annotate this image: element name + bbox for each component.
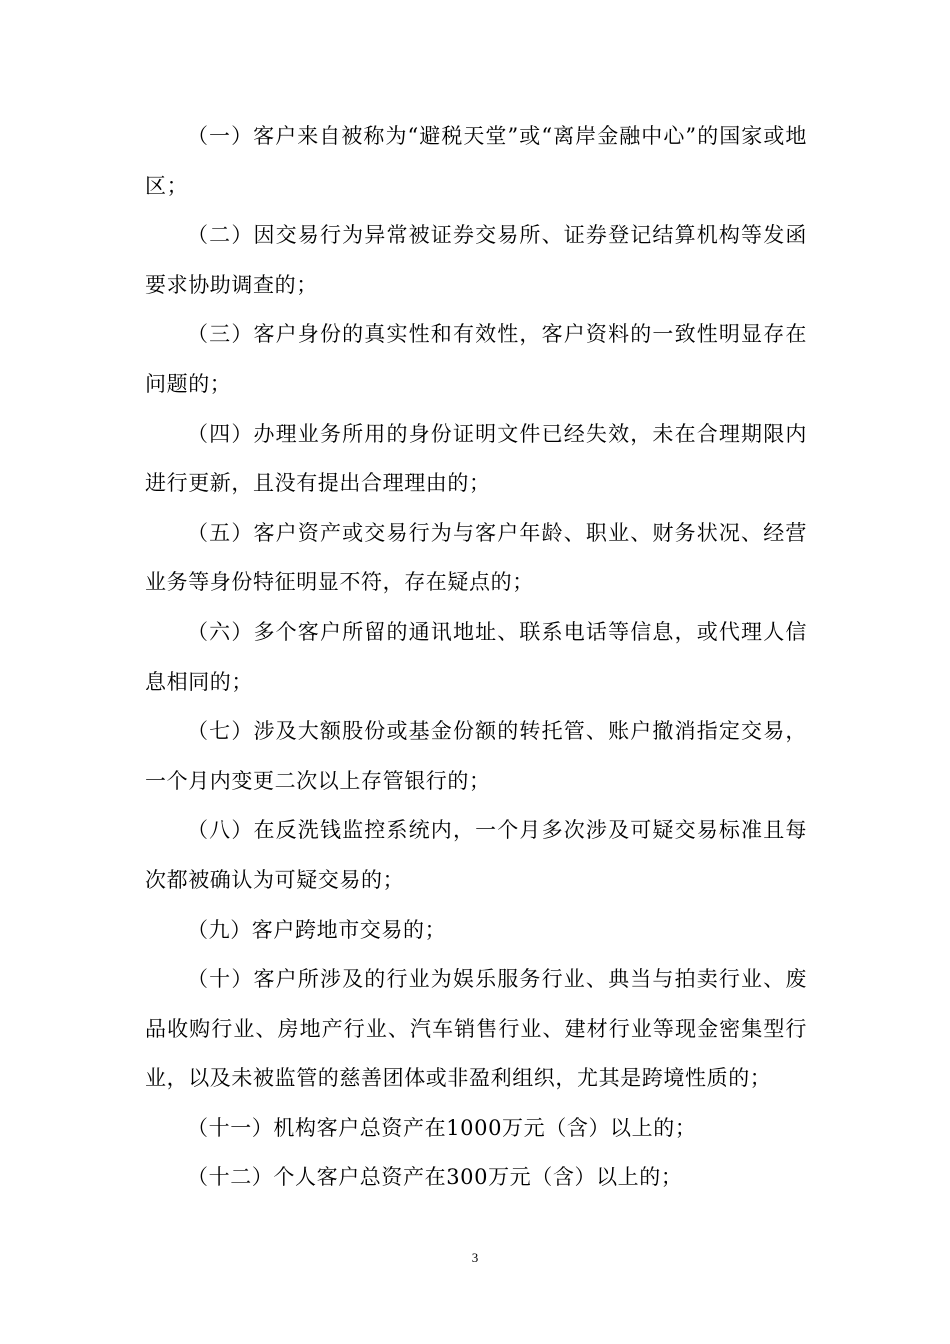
paragraph-9: （九）客户跨地市交易的； [187, 917, 447, 942]
paragraph-5: （五）客户资产或交易行为与客户年龄、职业、财务状况、经营业务等身份特征明显不符，存在疑点的； [145, 520, 807, 595]
paragraph-2: （二）因交易行为异常被证券交易所、证券登记结算机构等发函要求协助调查的； [145, 223, 807, 297]
page-number: 3 [471, 1250, 479, 1265]
paragraph-1: （一）客户来自被称为“避税天堂”或“离岸金融中心”的国家或地区； [145, 124, 807, 198]
paragraph-4: （四）办理业务所用的身份证明文件已经失效，未在合理期限内进行更新，且没有提出合理理由的； [145, 421, 807, 496]
paragraph-7: （七）涉及大额股份或基金份额的转托管、账户撤消指定交易，一个月内变更二次以上存管银行的； [145, 719, 807, 793]
paragraph-11: （十一）机构客户总资产在1000万元（含）以上的； [187, 1115, 697, 1140]
paragraph-10: （十）客户所涉及的行业为娱乐服务行业、典当与拍卖行业、废品收购行业、房地产行业、汽车销售行业、建材行业等现金密集型行业，以及未被监管的慈善团体或非盈利组织，尤其是跨境性质的； [145, 967, 807, 1091]
paragraph-8: （八）在反洗钱监控系统内，一个月多次涉及可疑交易标准且每次都被确认为可疑交易的； [145, 818, 807, 892]
paragraph-3: （三）客户身份的真实性和有效性，客户资料的一致性明显存在问题的； [145, 322, 807, 396]
paragraph-6: （六）多个客户所留的通讯地址、联系电话等信息，或代理人信息相同的； [145, 619, 807, 694]
paragraph-12: （十二）个人客户总资产在300万元（含）以上的； [187, 1165, 683, 1190]
document-body [145, 112, 807, 1203]
